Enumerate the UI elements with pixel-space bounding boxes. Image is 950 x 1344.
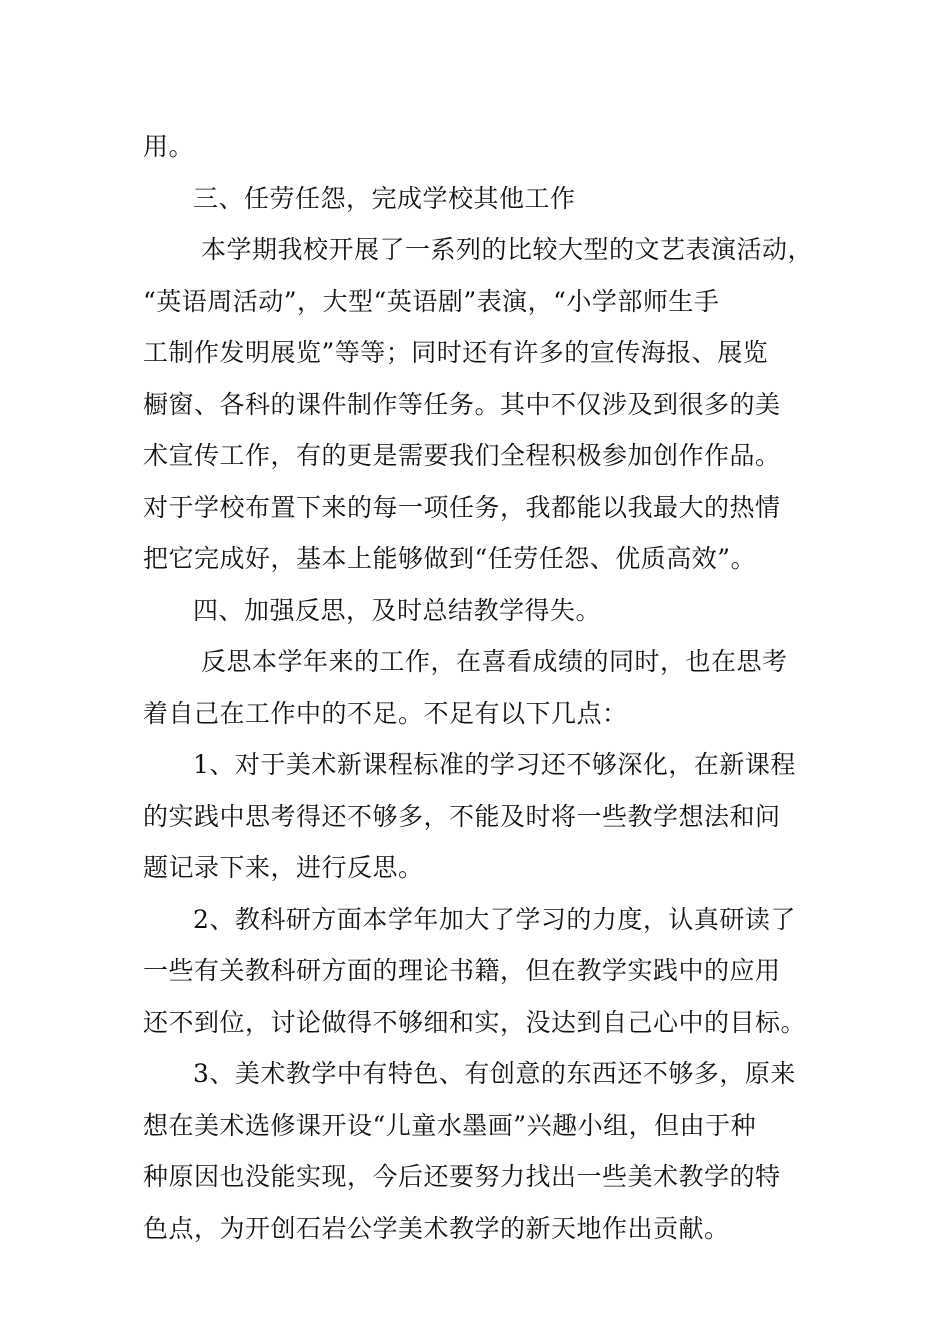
text-line: 橱窗、各科的课件制作等任务。其中不仅涉及到很多的美 — [143, 389, 781, 419]
document-body — [143, 121, 813, 1254]
text-line: 本学期我校开展了一系列的比较大型的文艺表演活动， — [201, 235, 814, 264]
text-line: 还不到位，讨论做得不够细和实，没达到自己心中的目标。 — [143, 1007, 807, 1037]
text-line: 1、对于美术新课程标准的学习还不够深化，在新课程 — [193, 750, 796, 779]
text-line: 用。 — [143, 132, 195, 161]
text-line: 着自己在工作中的不足。不足有以下几点： — [143, 698, 628, 728]
text-line: 对于学校布置下来的每一项任务，我都能以我最大的热情 — [143, 492, 781, 522]
text-line: 色点，为开创石岩公学美术教学的新天地作出贡献。 — [143, 1213, 730, 1243]
text-line: 工制作发明展览”等等；同时还有许多的宣传海报、展览 — [143, 338, 769, 367]
text-line: 3、美术教学中有特色、有创意的东西还不够多，原来 — [193, 1059, 796, 1088]
text-line: 种原因也没能实现，今后还要努力找出一些美术教学的特 — [143, 1162, 781, 1191]
text-line: 题记录下来，进行反思。 — [143, 853, 424, 882]
text-line: 想在美术选修课开设“儿童水墨画”兴趣小组，但由于种 — [143, 1110, 757, 1140]
text-line: 把它完成好，基本上能够做到“任劳任怨、优质高效”。 — [143, 544, 757, 573]
text-line: 2、教科研方面本学年加大了学习的力度，认真研读了 — [193, 904, 796, 934]
text-line: 的实践中思考得还不够多，不能及时将一些教学想法和问 — [143, 801, 781, 831]
text-line: 四、加强反思，及时总结教学得失。 — [193, 595, 602, 625]
text-line: 一些有关教科研方面的理论书籍，但在教学实践中的应用 — [143, 956, 781, 985]
text-line: 术宣传工作，有的更是需要我们全程积极参加创作作品。 — [143, 441, 781, 470]
text-line: “英语周活动”，大型“英语剧”表演，“小学部师生手 — [143, 286, 720, 316]
text-line: 反思本学年来的工作，在喜看成绩的同时，也在思考 — [201, 647, 788, 676]
text-line: 三、任劳任怨，完成学校其他工作 — [193, 183, 576, 213]
